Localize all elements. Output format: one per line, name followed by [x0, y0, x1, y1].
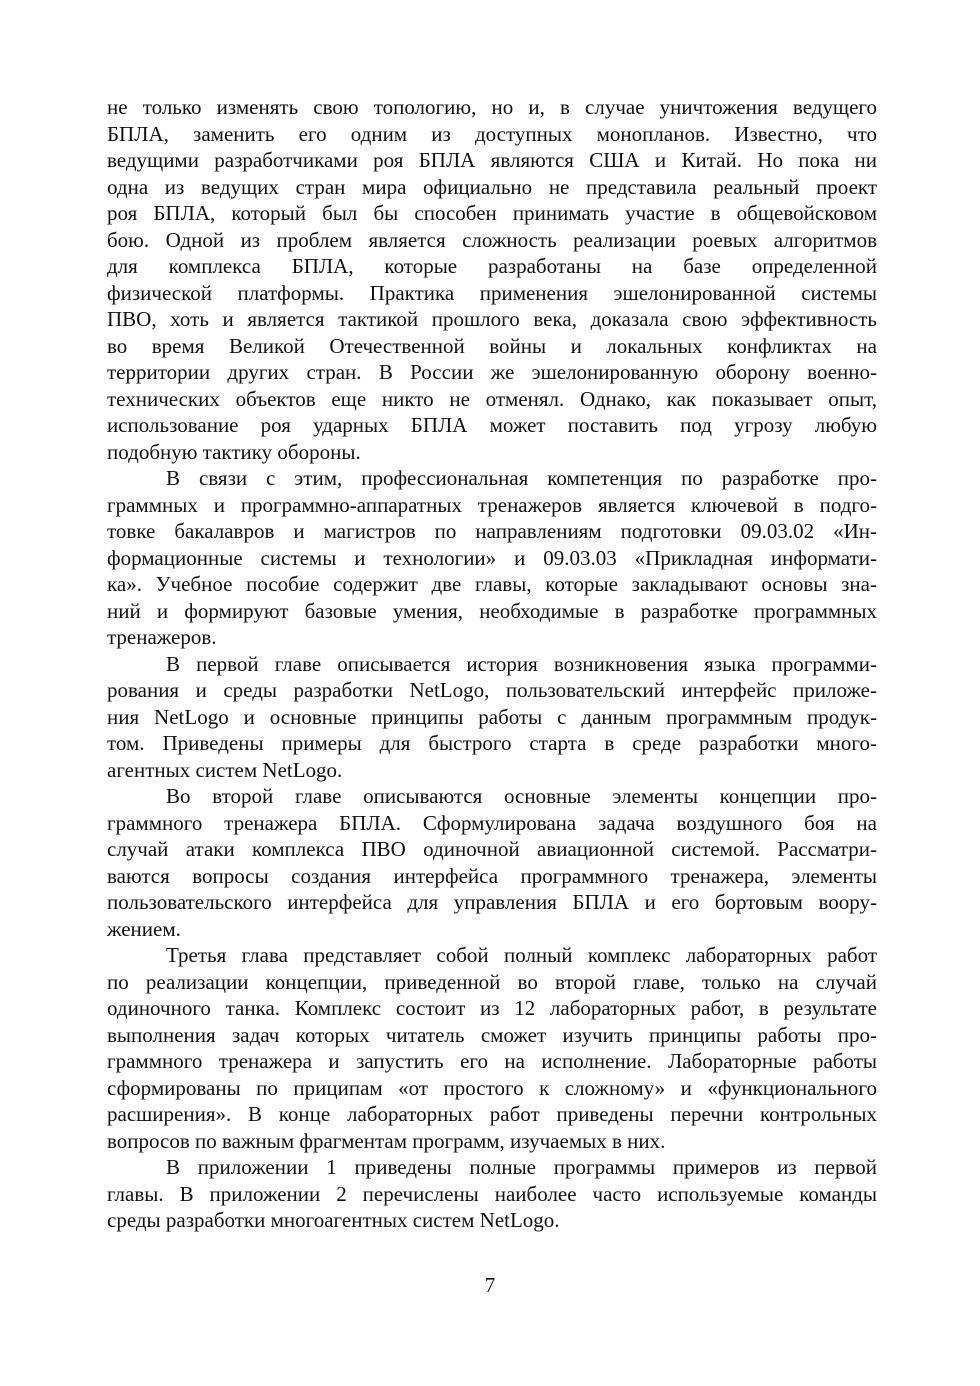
text-line: главы. В приложении 2 перечислены наиболее часто используемые команды — [107, 1181, 877, 1206]
text-line: одиночного танка. Комплекс состоит из 12 лабораторных работ, в результате — [107, 996, 877, 1020]
text-line: ведущими разработчиками роя БПЛА являются США и Китай. Но пока ни — [107, 148, 877, 172]
paragraph-6 — [107, 1154, 877, 1234]
paragraph-4 — [107, 783, 877, 942]
text-line: ка». Учебное пособие содержит две главы, которые закладывают основы зна- — [107, 572, 877, 596]
page-number: 7 — [484, 1273, 496, 1297]
text-line: во время Великой Отечественной войны и локальных конфликтах на — [107, 333, 877, 358]
text-line: среды разработки многоагентных систем NetLogo. — [107, 1208, 560, 1232]
text-line: В связи с этим, профессиональная компетенция по разработке про- — [166, 466, 877, 490]
text-line: Во второй главе описываются основные элементы концепции про- — [166, 784, 877, 808]
text-line: Третья глава представляет собой полный комплекс лабораторных работ — [166, 943, 877, 967]
text-line: использование роя ударных БПЛА может поставить под угрозу любую — [107, 413, 877, 437]
text-line: жением. — [107, 916, 181, 941]
text-line: территории других стран. В России же эшелонированную оборону военно- — [107, 360, 877, 384]
text-line: В первой главе описывается история возникновения языка программи- — [166, 651, 877, 676]
text-line: роя БПЛА, который был бы способен принимать участие в общевойсковом — [107, 201, 877, 225]
text-line: рования и среды разработки NetLogo, пользовательский интерфейс приложе- — [107, 678, 877, 702]
text-line: ваются вопросы создания интерфейса программного тренажера, элементы — [107, 863, 877, 888]
text-line: ПВО, хоть и является тактикой прошлого века, доказала свою эффективность — [107, 307, 877, 331]
text-line: товке бакалавров и магистров по направлениям подготовки 09.03.02 «Ин- — [107, 519, 877, 543]
text-line: случай атаки комплекса ПВО одиночной авиационной системой. Рассматри- — [107, 837, 877, 861]
text-line: физической платформы. Практика применения эшелонированной системы — [107, 280, 877, 305]
paragraph-5 — [107, 942, 877, 1154]
text-line: сформированы по приципам «от простого к сложному» и «функционального — [107, 1075, 877, 1100]
text-line: не только изменять свою топологию, но и, в случае уничтожения ведущего — [107, 95, 877, 119]
text-line: формационные системы и технологии» и 09.03.03 «Прикладная информати- — [107, 545, 877, 570]
text-line: подобную тактику обороны. — [107, 439, 361, 464]
text-line: для комплекса БПЛА, которые разработаны на базе определенной — [107, 254, 877, 278]
paragraph-1 — [107, 94, 877, 465]
text-line: ний и формируют базовые умения, необходимые в разработке программных — [107, 598, 877, 623]
text-line: тренажеров. — [107, 625, 217, 649]
text-line: том. Приведены примеры для быстрого старта в среде разработки много- — [107, 731, 877, 755]
text-line: В приложении 1 приведены полные программы примеров из первой — [166, 1155, 877, 1179]
text-line: ния NetLogo и основные принципы работы с данным программным продук- — [107, 704, 877, 729]
text-line: одна из ведущих стран мира официально не представила реальный проект — [107, 174, 877, 199]
text-line: бою. Одной из проблем является сложность реализации роевых алгоритмов — [107, 227, 877, 252]
text-line: пользовательского интерфейса для управления БПЛА и его бортовым воору- — [107, 890, 877, 914]
text-line: граммного тренажера и запустить его на исполнение. Лабораторные работы — [107, 1049, 877, 1073]
paragraph-2 — [107, 465, 877, 651]
text-line: БПЛА, заменить его одним из доступных монопланов. Известно, что — [107, 121, 877, 146]
text-line: агентных систем NetLogo. — [107, 757, 343, 782]
text-line: граммных и программно-аппаратных тренажеров является ключевой в подго- — [107, 492, 877, 517]
text-line: расширения». В конце лабораторных работ приведены перечни контрольных — [107, 1102, 877, 1126]
text-line: вопросов по важным фрагментам программ, изучаемых в них. — [107, 1128, 666, 1153]
text-line: технических объектов еще никто не отменял. Однако, как показывает опыт, — [107, 386, 877, 411]
paragraph-3 — [107, 651, 877, 784]
text-line: граммного тренажера БПЛА. Сформулирована задача воздушного боя на — [107, 810, 877, 835]
text-line: выполнения задач которых читатель сможет изучить принципы работы про- — [107, 1022, 877, 1047]
body-text — [107, 94, 877, 1234]
text-line: по реализации концепции, приведенной во второй главе, только на случай — [107, 969, 877, 994]
